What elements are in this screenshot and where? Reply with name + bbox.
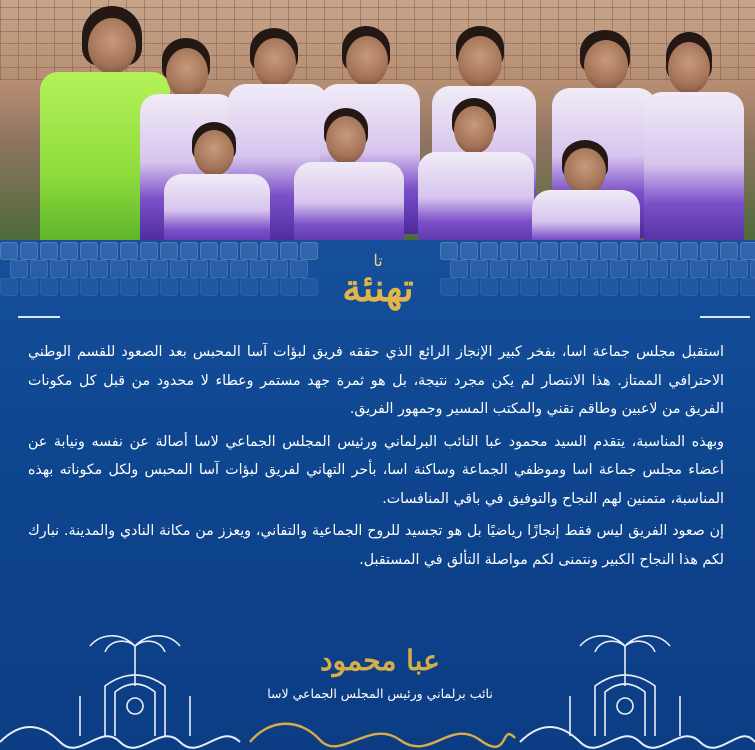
- pattern-tile: [660, 242, 678, 260]
- pattern-tile: [540, 242, 558, 260]
- pattern-tile: [620, 242, 638, 260]
- pattern-tile: [450, 260, 468, 278]
- pattern-tile: [260, 278, 278, 296]
- logo-main-text: تهنئة: [342, 265, 414, 310]
- decorative-calligraphy-band: [0, 712, 755, 750]
- pattern-tile: [660, 278, 678, 296]
- divider-left: [18, 316, 60, 318]
- pattern-tile: [520, 242, 538, 260]
- pattern-tile: [30, 260, 48, 278]
- pattern-tile: [40, 242, 58, 260]
- pattern-tile: [480, 242, 498, 260]
- pattern-tile: [10, 260, 28, 278]
- pattern-tile: [220, 242, 238, 260]
- pattern-tile: [80, 278, 98, 296]
- pattern-tile: [70, 260, 88, 278]
- pattern-tile: [640, 278, 658, 296]
- pattern-tile: [240, 242, 258, 260]
- pattern-tile: [440, 242, 458, 260]
- pattern-tile: [170, 260, 188, 278]
- pattern-tile: [560, 242, 578, 260]
- pattern-tile: [480, 278, 498, 296]
- pattern-tile: [720, 242, 738, 260]
- pattern-tile: [700, 278, 718, 296]
- pattern-tile: [120, 242, 138, 260]
- pattern-tile: [470, 260, 488, 278]
- pattern-tile: [490, 260, 508, 278]
- pattern-tile: [620, 278, 638, 296]
- pattern-tile: [260, 242, 278, 260]
- pattern-tile: [20, 278, 38, 296]
- pattern-tile: [680, 278, 698, 296]
- pattern-tile: [650, 260, 668, 278]
- pattern-tile: [190, 260, 208, 278]
- pattern-tile: [280, 278, 298, 296]
- pattern-tile: [630, 260, 648, 278]
- pattern-tile: [610, 260, 628, 278]
- pattern-tile: [300, 242, 318, 260]
- pattern-tile: [90, 260, 108, 278]
- pattern-tile: [120, 278, 138, 296]
- pattern-tile: [280, 242, 298, 260]
- message-paragraph-2: وبهذه المناسبة، يتقدم السيد محمود عبا النائب البرلماني ورئيس المجلس الجماعي لاسا أصالة عن نفسه ونيابة عن أعضاء مجلس جماعة اسا وموظفي الجماعة وساكنة اسا، بأحر التهاني لفريق لبؤات آسا المحبس ولكل مكوناته بهذه المناسبة، متمنين لهم النجاح والتوفيق في باقي المنافسات.: [28, 433, 724, 507]
- pattern-tile: [570, 260, 588, 278]
- pattern-tile: [500, 242, 518, 260]
- pattern-tile: [100, 242, 118, 260]
- pattern-tile: [240, 278, 258, 296]
- pattern-tile: [180, 242, 198, 260]
- pattern-tile: [670, 260, 688, 278]
- divider-right: [700, 316, 750, 318]
- pattern-tile: [550, 260, 568, 278]
- pattern-tile: [220, 278, 238, 296]
- pattern-tile: [160, 242, 178, 260]
- pattern-tile: [460, 242, 478, 260]
- pattern-tile: [200, 242, 218, 260]
- logo-sub-text: تا: [373, 251, 383, 270]
- pattern-tile: [740, 278, 755, 296]
- pattern-tile: [720, 278, 738, 296]
- pattern-tile: [270, 260, 288, 278]
- pattern-tile: [130, 260, 148, 278]
- pattern-tile: [750, 260, 755, 278]
- pattern-tile: [640, 242, 658, 260]
- pattern-tile: [530, 260, 548, 278]
- message-paragraph-3: إن صعود الفريق ليس فقط إنجازًا رياضيًا بل هو تجسيد للروح الجماعية والتفاني، ويعزز من مكانة النادي والمدينة. نبارك لكم هذا النجاح الكبير ونتمنى لكم مواصلة التألق في المستقبل.: [28, 523, 724, 568]
- pattern-tile: [200, 278, 218, 296]
- pattern-tile: [20, 242, 38, 260]
- pattern-tile: [80, 242, 98, 260]
- pattern-tile: [560, 278, 578, 296]
- pattern-tile: [730, 260, 748, 278]
- pattern-tile: [60, 278, 78, 296]
- pattern-tile: [110, 260, 128, 278]
- signature-name: عبا محمود: [320, 644, 440, 677]
- pattern-tile: [580, 242, 598, 260]
- pattern-tile: [250, 260, 268, 278]
- pattern-tile: [710, 260, 728, 278]
- message-body: [28, 338, 724, 574]
- pattern-tile: [210, 260, 228, 278]
- pattern-tile: [60, 242, 78, 260]
- pattern-tile: [600, 242, 618, 260]
- pattern-tile: [690, 260, 708, 278]
- pattern-tile: [540, 278, 558, 296]
- pattern-tile: [520, 278, 538, 296]
- pattern-tile: [100, 278, 118, 296]
- pattern-tile: [140, 242, 158, 260]
- pattern-tile: [590, 260, 608, 278]
- pattern-tile: [580, 278, 598, 296]
- pattern-tile: [0, 278, 18, 296]
- signature-title: نائب برلماني ورئيس المجلس الجماعي لاسا: [267, 686, 493, 701]
- team-photo: [0, 0, 755, 240]
- pattern-tile: [50, 260, 68, 278]
- message-paragraph-1: استقبل مجلس جماعة اسا، بفخر كبير الإنجاز الرائع الذي حققه فريق لبؤات آسا المحبس بعد الصعود للقسم الوطني الاحترافي الممتاز. هذا الانتصار لم يكن مجرد نتيجة، بل هو ثمرة جهد مستمر وعطاء لا محدود من قبل كل مكونات الفريق من لاعبين وطاقم تقني والمكتب المسير وجمهور الفريق.: [28, 344, 724, 417]
- pattern-tile: [510, 260, 528, 278]
- pattern-tile: [440, 278, 458, 296]
- pattern-tile: [740, 242, 755, 260]
- pattern-tile: [140, 278, 158, 296]
- pattern-tile: [600, 278, 618, 296]
- pattern-tile: [230, 260, 248, 278]
- pattern-tile: [0, 242, 18, 260]
- pattern-tile: [180, 278, 198, 296]
- pattern-tile: [700, 242, 718, 260]
- pattern-tile: [680, 242, 698, 260]
- pattern-tile: [160, 278, 178, 296]
- pattern-tile: [460, 278, 478, 296]
- pattern-tile: [150, 260, 168, 278]
- pattern-tile: [40, 278, 58, 296]
- pattern-tile: [500, 278, 518, 296]
- pattern-tile: [290, 260, 308, 278]
- greeting-logo: [328, 240, 428, 320]
- pattern-tile: [300, 278, 318, 296]
